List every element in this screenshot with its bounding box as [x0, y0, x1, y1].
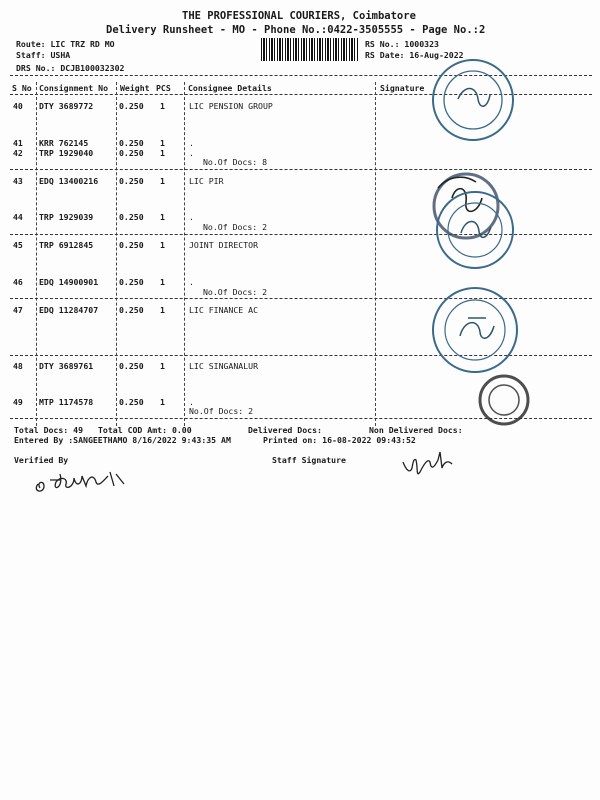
row-consignee: .: [189, 277, 194, 287]
row-sno: 48: [13, 361, 23, 371]
row-consignee: .: [189, 397, 194, 407]
row-consignee: LIC FINANCE AC: [189, 305, 259, 315]
row-pcs: 1: [160, 240, 165, 250]
row-sno: 43: [13, 176, 23, 186]
row-consignment: EDQ 11284707: [39, 305, 99, 315]
staff-signature: [400, 448, 460, 482]
row-consignee: .: [189, 212, 194, 222]
column-divider: [116, 82, 117, 426]
row-pcs: 1: [160, 101, 165, 111]
column-divider: [184, 82, 185, 426]
staff-signature-label: Staff Signature: [272, 455, 346, 465]
company-title: THE PROFESSIONAL COURIERS, Coimbatore: [182, 10, 416, 22]
verifier-signature: [30, 462, 130, 498]
non-delivered-docs: Non Delivered Docs:: [369, 425, 463, 435]
row-consignee: LIC PENSION GROUP: [189, 101, 273, 111]
docs-count: No.Of Docs: 2: [203, 287, 268, 297]
row-consignment: TRP 1929040: [39, 148, 94, 158]
row-consignment: TRP 1929039: [39, 212, 94, 222]
row-pcs: 1: [160, 176, 165, 186]
rs-number: RS No.: 1000323: [365, 39, 439, 49]
row-sno: 47: [13, 305, 23, 315]
row-pcs: 1: [160, 138, 165, 148]
row-sno: 45: [13, 240, 23, 250]
staff-label: Staff: USHA: [16, 50, 71, 60]
docs-count: No.Of Docs: 2: [203, 222, 268, 232]
row-weight: 0.250: [119, 101, 144, 111]
rs-date: RS Date: 16-Aug-2022: [365, 50, 464, 60]
office-stamp: [420, 282, 530, 382]
column-divider: [375, 82, 376, 426]
entered-by: Entered By :SANGEETHAMO 8/16/2022 9:43:35 AM: [14, 435, 231, 445]
row-consignee: LIC SINGANALUR: [189, 361, 259, 371]
row-consignee: .: [189, 148, 194, 158]
row-weight: 0.250: [119, 212, 144, 222]
total-docs: Total Docs: 49: [14, 425, 84, 435]
row-sno: 44: [13, 212, 23, 222]
row-pcs: 1: [160, 397, 165, 407]
row-weight: 0.250: [119, 305, 144, 315]
office-stamp: [470, 370, 540, 430]
col-weight: Weight: [120, 83, 150, 93]
row-consignment: TRP 6912845: [39, 240, 94, 250]
row-weight: 0.250: [119, 361, 144, 371]
runsheet-subtitle: Delivery Runsheet - MO - Phone No.:0422-3505555 - Page No.:2: [106, 24, 486, 36]
row-consignment: EDQ 14900901: [39, 277, 99, 287]
row-weight: 0.250: [119, 277, 144, 287]
col-pcs: PCS: [156, 83, 171, 93]
row-consignment: MTP 1174578: [39, 397, 94, 407]
row-sno: 49: [13, 397, 23, 407]
barcode: [261, 38, 359, 61]
row-consignment: EDQ 13400216: [39, 176, 99, 186]
office-stamp: [425, 185, 525, 275]
row-consignee: JOINT DIRECTOR: [189, 240, 259, 250]
verified-by-label: Verified By: [14, 455, 69, 465]
row-weight: 0.250: [119, 138, 144, 148]
row-pcs: 1: [160, 305, 165, 315]
office-stamp: [418, 55, 528, 145]
row-pcs: 1: [160, 148, 165, 158]
row-sno: 46: [13, 277, 23, 287]
col-consignee: Consignee Details: [188, 83, 272, 93]
delivered-docs: Delivered Docs:: [248, 425, 322, 435]
row-sno: 41: [13, 138, 23, 148]
row-consignee: LIC PIR: [189, 176, 224, 186]
drs-number: DRS No.: DCJB100032302: [16, 63, 125, 73]
route-label: Route: LIC TRZ RD MO: [16, 39, 115, 49]
row-pcs: 1: [160, 212, 165, 222]
row-sno: 42: [13, 148, 23, 158]
total-cod: Total COD Amt: 0.00: [98, 425, 192, 435]
row-consignment: KRR 762145: [39, 138, 89, 148]
row-consignee: .: [189, 138, 194, 148]
col-signature: Signature: [380, 83, 425, 93]
docs-count: No.Of Docs: 2: [189, 406, 254, 416]
row-weight: 0.250: [119, 397, 144, 407]
row-consignment: DTY 3689761: [39, 361, 94, 371]
printed-on: Printed on: 16-08-2022 09:43:52: [263, 435, 416, 445]
row-sno: 40: [13, 101, 23, 111]
col-consignment: Consignment No: [39, 83, 109, 93]
row-consignment: DTY 3689772: [39, 101, 94, 111]
row-pcs: 1: [160, 361, 165, 371]
column-divider: [36, 82, 37, 426]
col-sno: S No: [12, 83, 32, 93]
row-pcs: 1: [160, 277, 165, 287]
row-weight: 0.250: [119, 148, 144, 158]
row-weight: 0.250: [119, 240, 144, 250]
docs-count: No.Of Docs: 8: [203, 157, 268, 167]
row-weight: 0.250: [119, 176, 144, 186]
